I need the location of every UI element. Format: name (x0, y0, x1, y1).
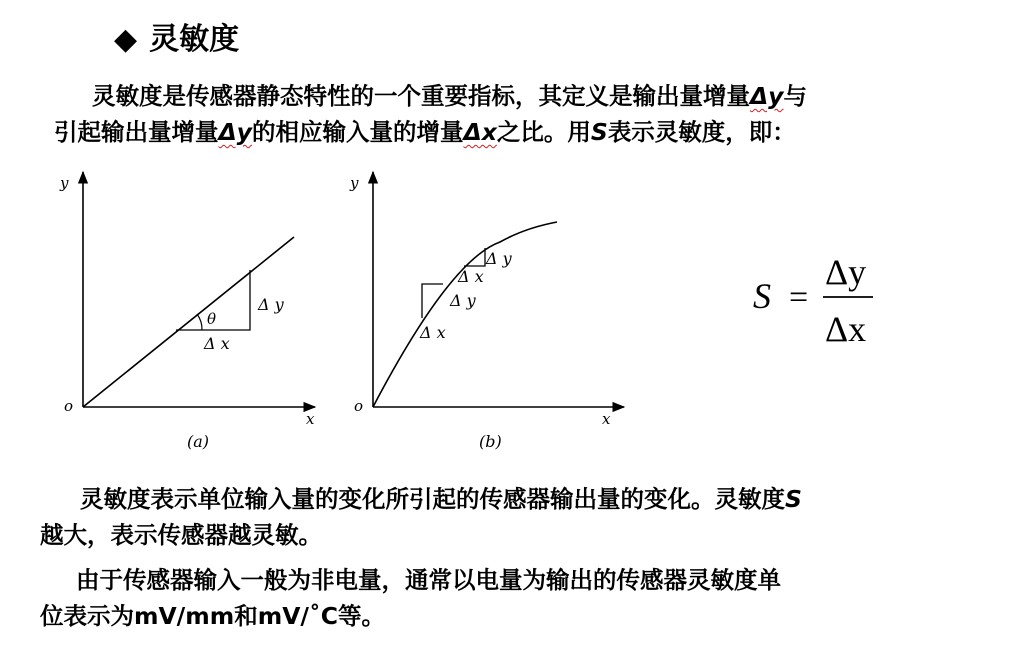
y-axis-label: y (60, 174, 69, 192)
origin-label: o (354, 397, 364, 415)
units-line-2: 位表示为mV/mm和mV/˚C等。 (40, 602, 385, 630)
linear-response-line (83, 237, 294, 407)
formula-denominator: Δx (825, 309, 867, 349)
definition-line-2 (54, 114, 807, 150)
graph-a-linear (50, 160, 320, 450)
delta-y-label: Δ y (258, 295, 284, 314)
x-axis-label: x (602, 410, 611, 428)
delta-y-symbol: Δy (750, 82, 784, 110)
s-symbol: S (785, 485, 802, 513)
graph-a-caption: (a) (187, 432, 210, 450)
formula-equals: = (789, 279, 809, 316)
y-axis-label: y (350, 174, 359, 192)
definition-line-1 (54, 78, 807, 114)
definition-text: 之比。用 (496, 118, 591, 146)
definition-text: 引起输出量增量 (54, 118, 219, 146)
delta-y-label-1: Δ y (450, 291, 476, 310)
s-symbol: S (590, 118, 608, 146)
units-line-1: 由于传感器输入一般为非电量，通常以电量为输出的传感器灵敏度单 (76, 566, 781, 594)
delta-y-label-2: Δ y (486, 249, 512, 268)
definition-paragraph (54, 78, 807, 150)
units-paragraph (40, 562, 781, 634)
delta-y-symbol: Δy (218, 118, 253, 146)
definition-text: 灵敏度是传感器静态特性的一个重要指标，其定义是输出量增量 (92, 82, 750, 110)
section-heading (114, 20, 239, 60)
meaning-text: 灵敏度表示单位输入量的变化所引起的传感器输出量的变化。灵敏度 (80, 485, 785, 513)
definition-text: 与 (783, 82, 808, 110)
delta-x-symbol: Δx (463, 118, 497, 146)
formula-lhs: S (753, 276, 771, 316)
delta-x-label: Δ x (204, 334, 230, 353)
definition-text: 表示灵敏度，即： (607, 118, 796, 146)
delta-x-label-2: Δ x (458, 267, 484, 286)
graph-b-caption: (b) (479, 432, 502, 450)
delta-x-label-1: Δ x (420, 323, 446, 342)
sensitivity-meaning-paragraph (40, 481, 802, 553)
x-axis-label: x (306, 410, 315, 428)
diamond-bullet-icon: ◆ (114, 22, 138, 57)
meaning-line-2: 越大，表示传感器越灵敏。 (40, 521, 322, 549)
slope-triangle-1 (422, 284, 443, 318)
definition-text: 的相应输入量的增量 (252, 118, 464, 146)
theta-arc (197, 314, 202, 330)
sensitivity-formula (745, 246, 895, 356)
nonlinear-response-curve (373, 222, 557, 407)
origin-label: o (64, 397, 74, 415)
section-title: 灵敏度 (149, 22, 240, 57)
theta-label: θ (207, 310, 217, 328)
formula-numerator: Δy (825, 252, 867, 292)
graph-b-nonlinear (340, 160, 630, 450)
meaning-line-1 (40, 481, 802, 517)
